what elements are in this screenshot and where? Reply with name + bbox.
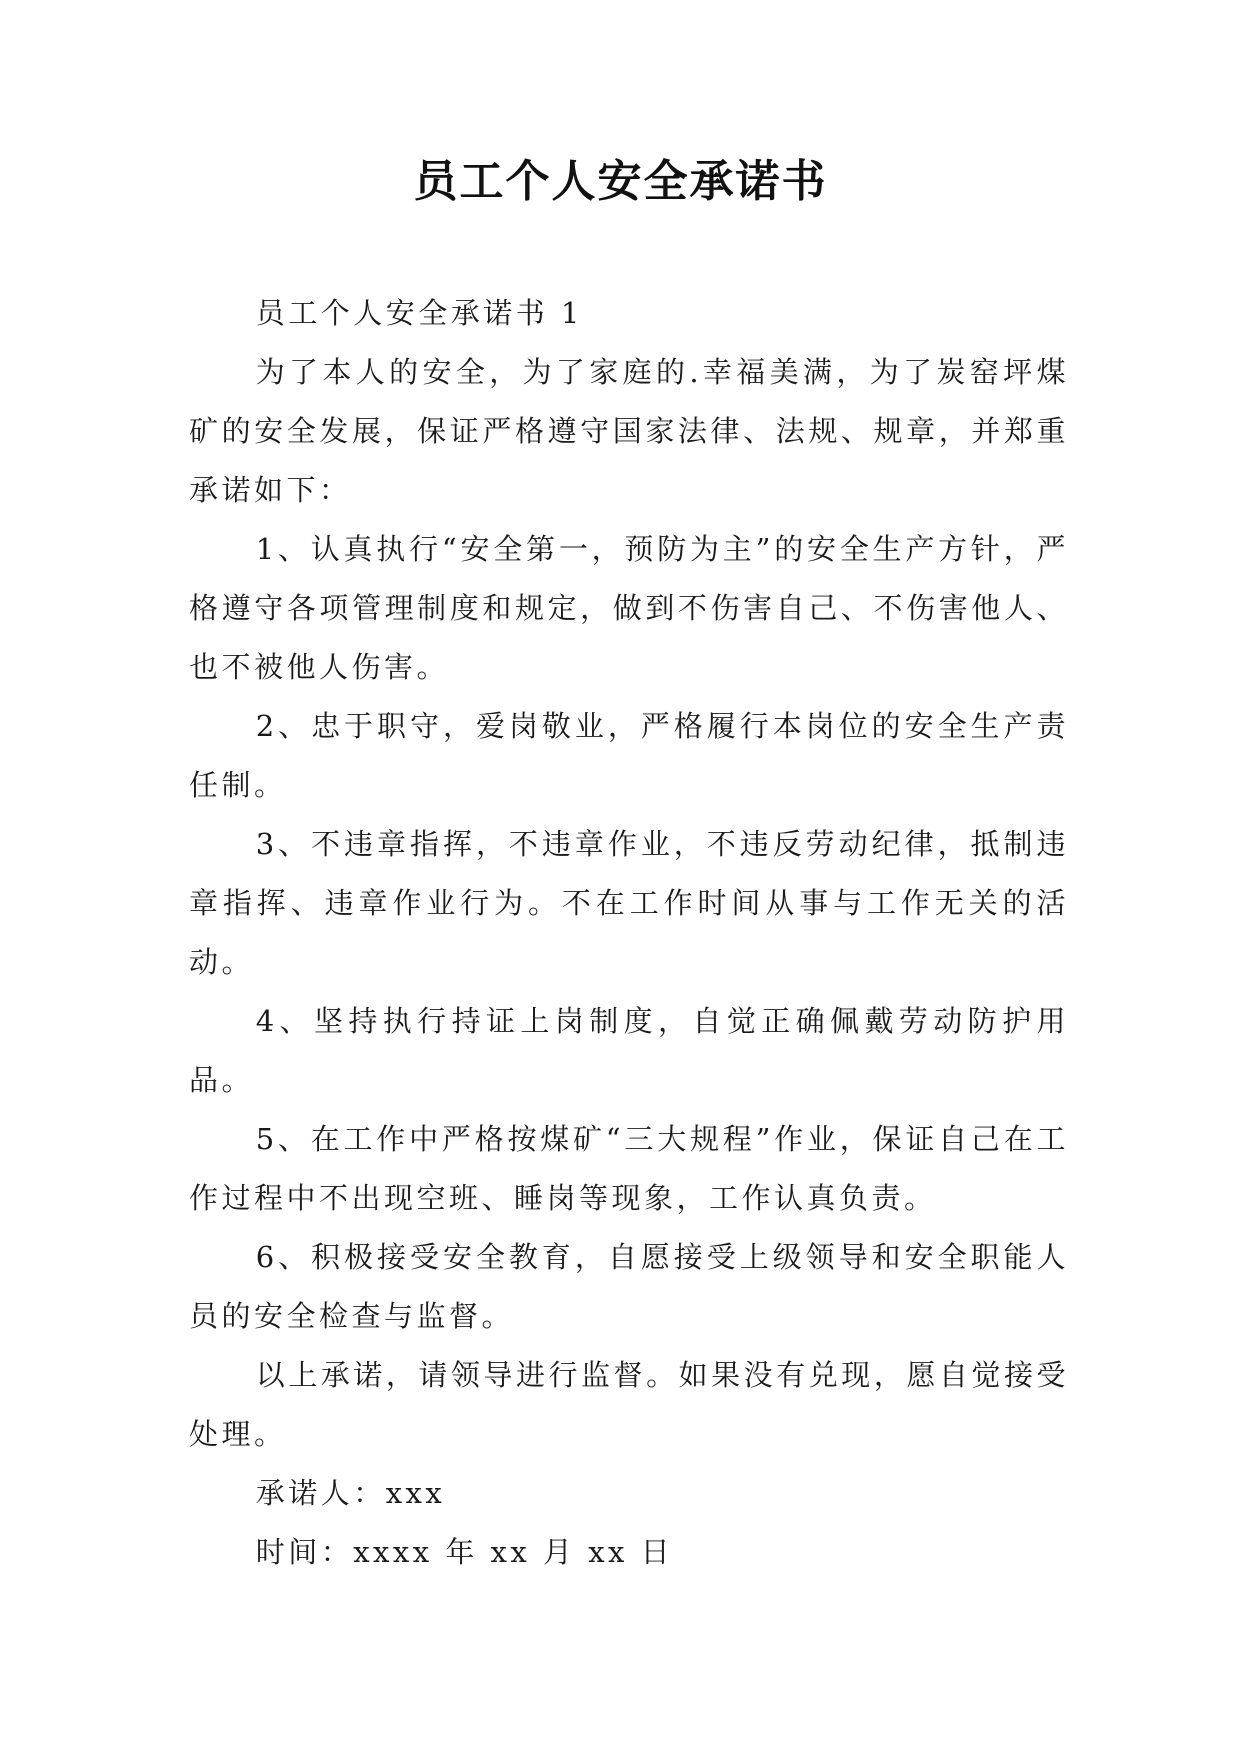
closing-paragraph: 以上承诺，请领导进行监督。如果没有兑现，愿自觉接受处理。 [189,1358,1069,1451]
commitment-item-3: 3、不违章指挥，不违章作业，不违反劳动纪律，抵制违章指挥、违章作业行为。不在工作时间从事与工作无关的活动。 [189,827,1069,979]
document-body [189,284,1069,1582]
subtitle-paragraph: 员工个人安全承诺书 1 [255,296,583,330]
intro-paragraph: 为了本人的安全，为了家庭的.幸福美满，为了炭窑坪煤矿的安全发展，保证严格遵守国家法律、法规、规章，并郑重承诺如下： [189,355,1069,507]
commitment-item-2: 2、忠于职守，爱岗敬业，严格履行本岗位的安全生产责任制。 [189,709,1069,802]
signer-line: 承诺人：xxx [255,1476,446,1510]
commitment-item-5: 5、在工作中严格按煤矿“三大规程”作业，保证自己在工作过程中不出现空班、睡岗等现象，工作认真负责。 [189,1122,1069,1215]
date-line: 时间：xxxx 年 xx 月 xx 日 [255,1535,674,1569]
commitment-item-6: 6、积极接受安全教育，自愿接受上级领导和安全职能人员的安全检查与监督。 [189,1240,1069,1333]
commitment-item-4: 4、坚持执行持证上岗制度，自觉正确佩戴劳动防护用品。 [189,1004,1069,1097]
document-title: 员工个人安全承诺书 [413,156,828,207]
commitment-item-1: 1、认真执行“安全第一，预防为主”的安全生产方针，严格遵守各项管理制度和规定，做到不伤害自己、不伤害他人、也不被他人伤害。 [189,532,1069,684]
